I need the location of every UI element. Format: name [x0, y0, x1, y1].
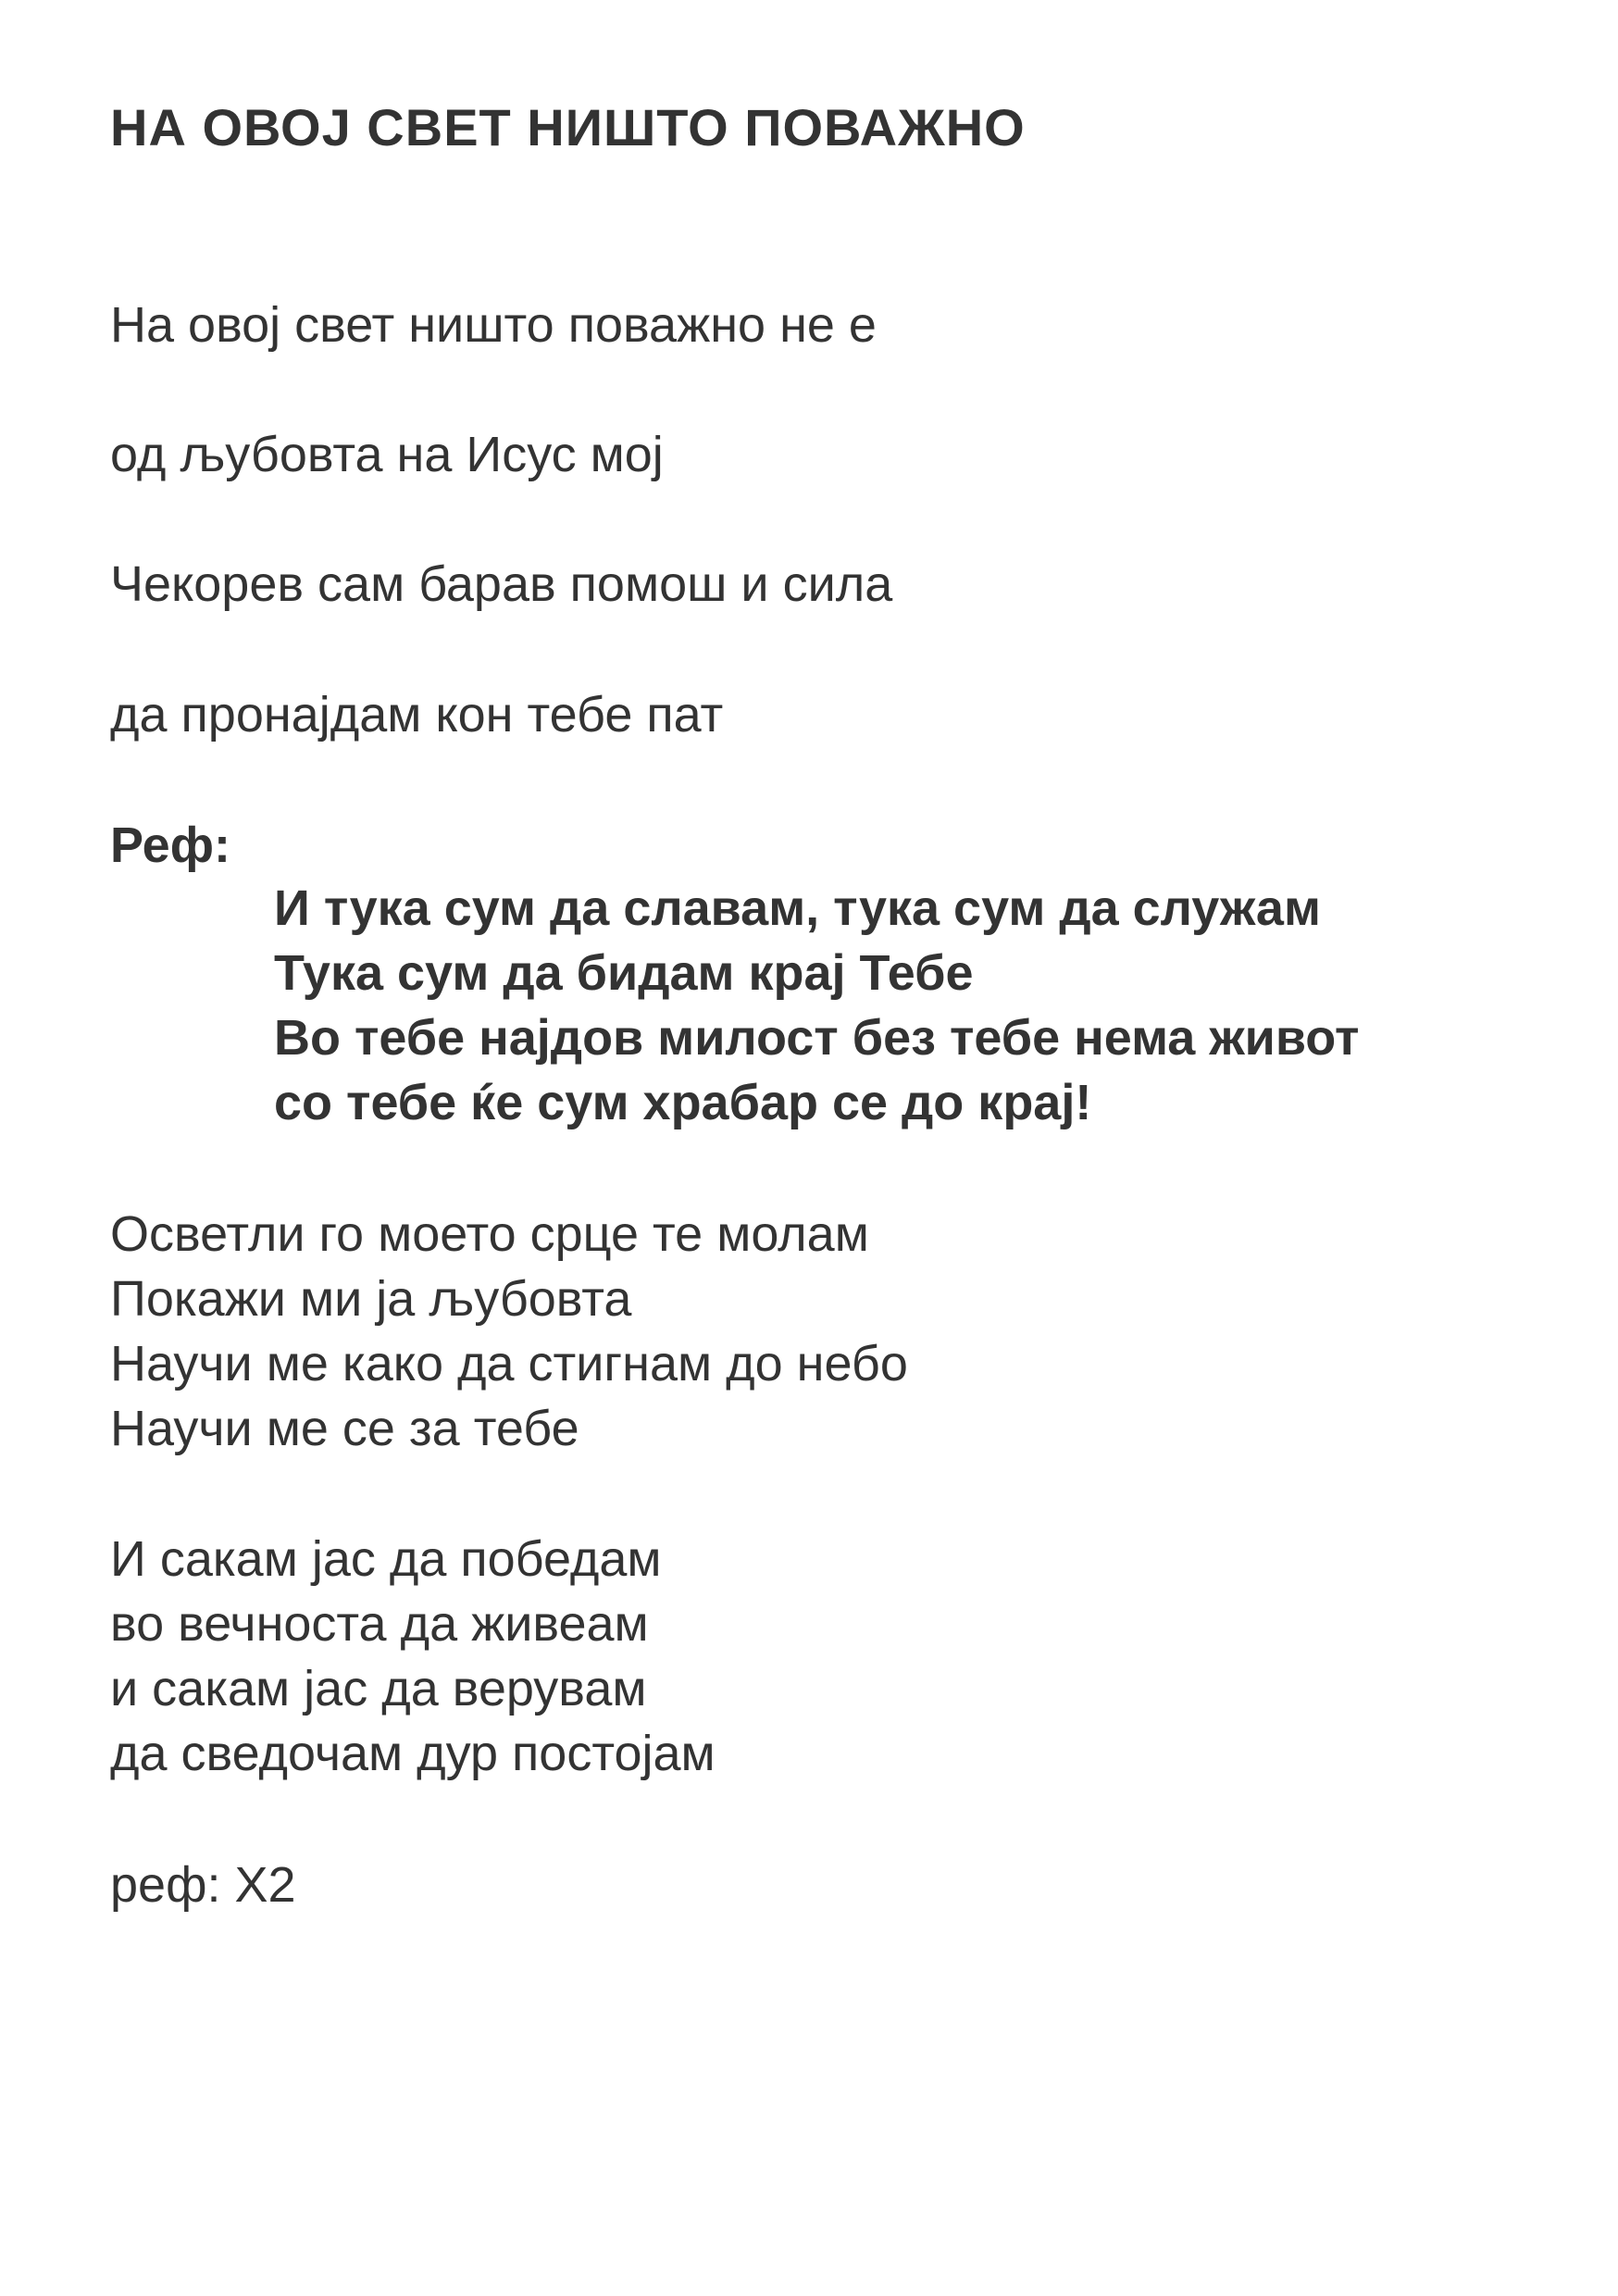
refrain-line-2: Тука сум да бидам крај Тебе [274, 945, 974, 1001]
refrain-line-1: И тука сум да славам, тука сум да служам [274, 880, 1321, 936]
verse3-line-1: И сакам јас да победам [110, 1531, 662, 1587]
refrain-line-4: со тебе ќе сум храбар се до крај! [274, 1075, 1092, 1130]
verse3-line-4: да сведочам дур постојам [110, 1726, 716, 1781]
verse1-line-2: од љубовта на Исус мој [110, 427, 664, 482]
refrain-label: Реф: [110, 817, 230, 873]
verse3-line-3: и сакам јас да верувам [110, 1661, 647, 1716]
verse2-line-4: Научи ме се за тебе [110, 1401, 579, 1456]
song-title: НА ОВОЈ СВЕТ НИШТО ПОВАЖНО [110, 98, 1026, 156]
verse3-line-2: во вечноста да живеам [110, 1596, 649, 1652]
verse2-line-1: Осветли го моето срце те молам [110, 1206, 869, 1262]
refrain-repeat-note: реф: X2 [110, 1857, 296, 1913]
verse2-line-3: Научи ме како да стигнам до небо [110, 1336, 908, 1391]
verse1-line-1: На овој свет ништо поважно не е [110, 297, 877, 353]
verse1-line-3: Чекорев сам барав помош и сила [110, 556, 893, 612]
verse2-line-2: Покажи ми ја љубовта [110, 1271, 632, 1327]
refrain-line-3: Во тебе најдов милост без тебе нема живот [274, 1010, 1360, 1066]
verse1-line-4: да пронајдам кон тебе пат [110, 687, 724, 742]
